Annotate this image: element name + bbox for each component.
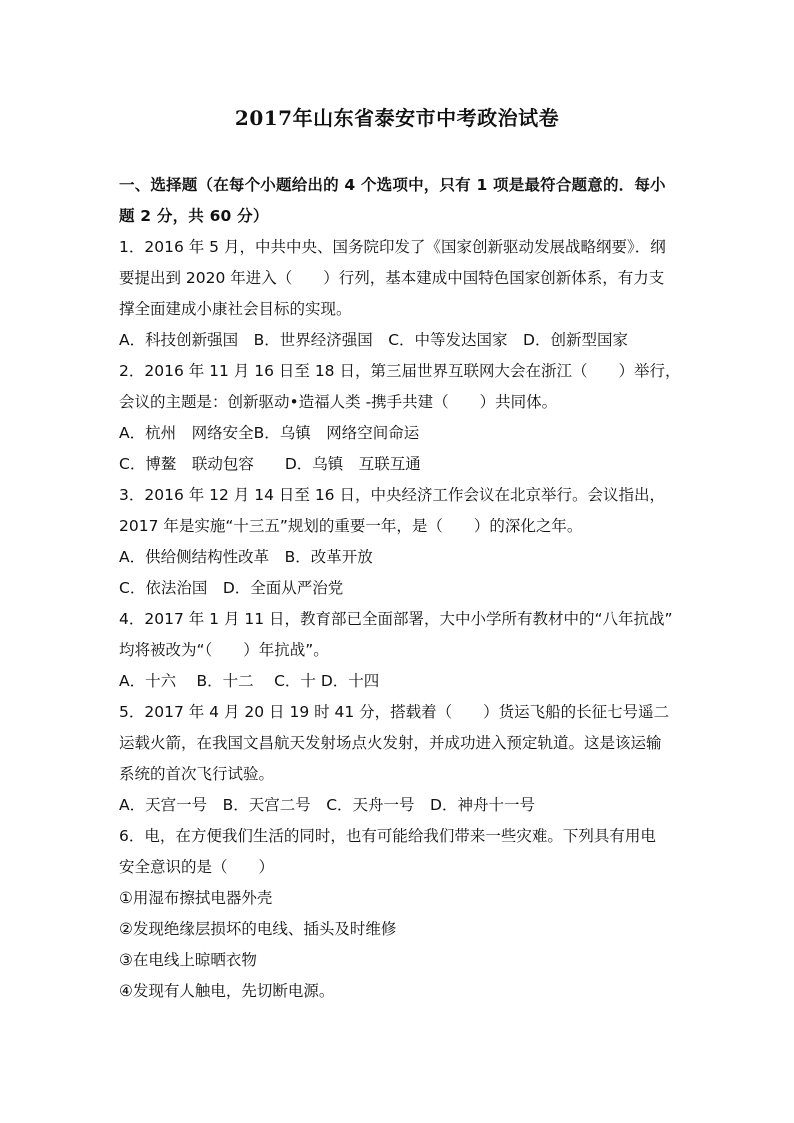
question-options: A．天宫一号 B．天宫二号 C．天舟一号 D．神舟十一号 — [119, 796, 535, 814]
question-text-line: 2017 年是实施“十三五”规划的重要一年，是（ ）的深化之年。 — [119, 517, 583, 535]
section-heading-line-1: 一、选择题（在每个小题给出的 4 个选项中，只有 1 项是最符合题意的．每小 — [119, 176, 666, 194]
question-options: C．依法治国 D．全面从严治党 — [119, 579, 344, 597]
question-text-line: 2．2016 年 11 月 16 日至 18 日，第三届世界互联网大会在浙江（ ）举行， — [119, 362, 681, 380]
question-5 — [119, 697, 679, 821]
question-6 — [119, 821, 679, 1007]
question-statement: ①用湿布擦拭电器外壳 — [119, 889, 273, 907]
question-text-line: 4．2017 年 1 月 11 日，教育部已全面部署，大中小学所有教材中的“八年抗战” — [119, 610, 673, 628]
question-text-line: 均将被改为“（ ）年抗战”。 — [119, 641, 329, 659]
question-4 — [119, 604, 679, 697]
question-text-line: 运载火箭，在我国文昌航天发射场点火发射，并成功进入预定轨道。这是该运输 — [119, 734, 662, 752]
question-options: A．供给侧结构性改革 B．改革开放 — [119, 548, 373, 566]
question-options: A．科技创新强国 B．世界经济强国 C．中等发达国家 D．创新型国家 — [119, 331, 628, 349]
exam-content — [119, 170, 679, 1007]
question-3 — [119, 480, 679, 604]
section-heading-line-2: 题 2 分，共 60 分） — [119, 207, 269, 225]
question-text-line: 系统的首次飞行试验。 — [119, 765, 275, 783]
question-text-line: 要提出到 2020 年进入（ ）行列，基本建成中国特色国家创新体系，有力支 — [119, 269, 665, 287]
question-2 — [119, 356, 679, 480]
question-options: A．十六 B．十二 C．十 D．十四 — [119, 672, 380, 690]
question-text-line: 3．2016 年 12 月 14 日至 16 日，中央经济工作会议在北京举行。会议指出， — [119, 486, 665, 504]
page-title: 2017年山东省泰安市中考政治试卷 — [234, 106, 560, 130]
question-text-line: 撑全面建成小康社会目标的实现。 — [119, 300, 352, 318]
question-text-line: 安全意识的是（ ） — [119, 858, 275, 876]
question-1 — [119, 232, 679, 356]
question-text-line: 5．2017 年 4 月 20 日 19 时 41 分，搭载着（ ）货运飞船的长征七号遥二 — [119, 703, 670, 721]
question-statement: ③在电线上晾晒衣物 — [119, 951, 257, 969]
question-statement: ②发现绝缘层损坏的电线、插头及时维修 — [119, 920, 397, 938]
question-options: C．博鳌 联动包容 D．乌镇 互联互通 — [119, 455, 421, 473]
question-text-line: 会议的主题是：创新驱动•造福人类 -携手共建（ ）共同体。 — [119, 393, 558, 411]
question-statement: ④发现有人触电，先切断电源。 — [119, 982, 335, 1000]
question-text-line: 1．2016 年 5 月，中共中央、国务院印发了《国家创新驱动发展战略纲要》．纲 — [119, 238, 666, 256]
question-text-line: 6．电，在方便我们生活的同时，也有可能给我们带来一些灾难。下列具有用电 — [119, 827, 656, 845]
question-options: A．杭州 网络安全B．乌镇 网络空间命运 — [119, 424, 420, 442]
